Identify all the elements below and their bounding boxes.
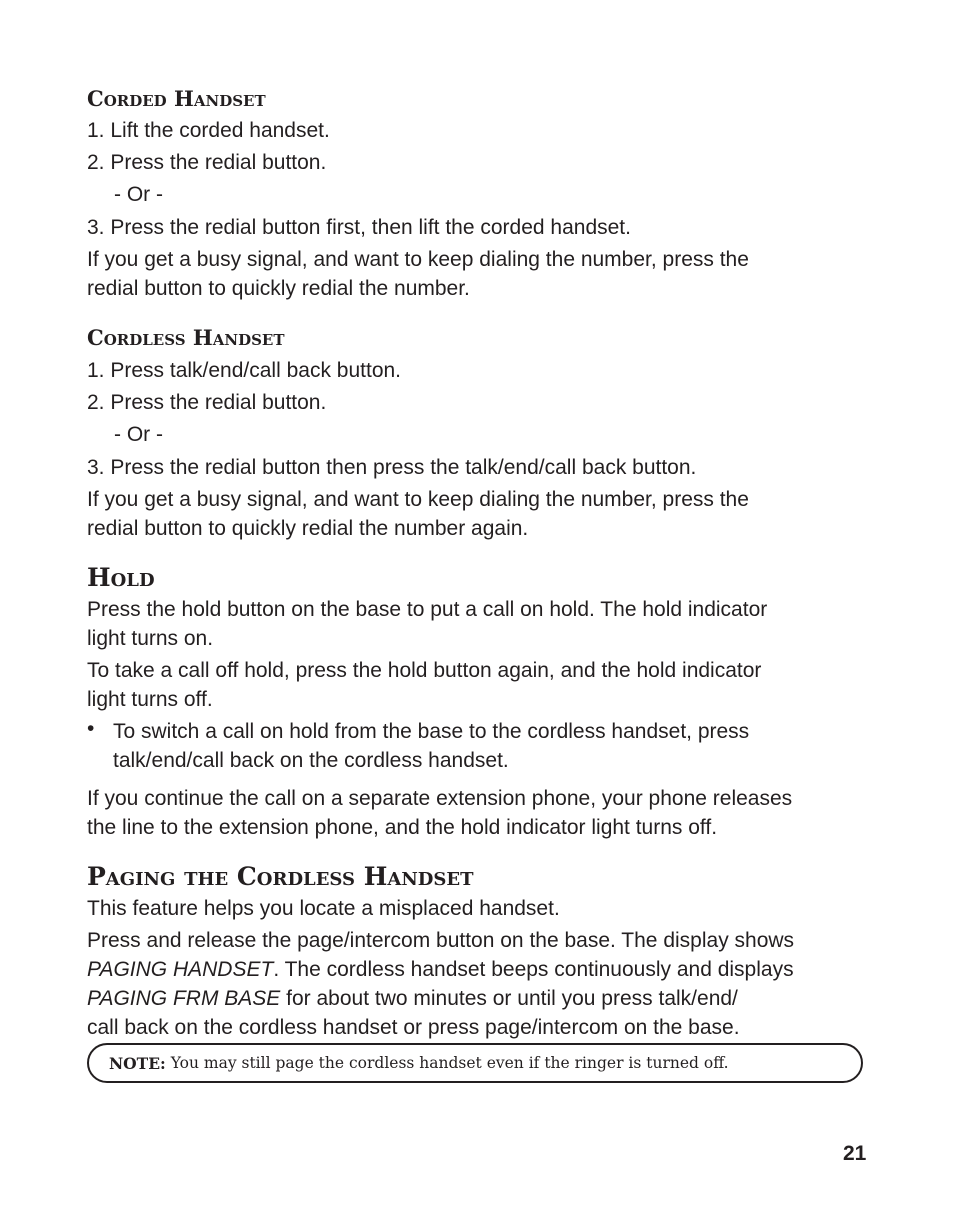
paging-frm-base-display-text: PAGING FRM BASE — [87, 987, 281, 1010]
cordless-step-2: 2. Press the redial button. — [87, 391, 327, 414]
hold-bullet-line-2: talk/end/call back on the cordless handset. — [113, 749, 509, 772]
paging-handset-display-text: PAGING HANDSET — [87, 958, 274, 981]
hold-paragraph-2-line-1: To take a call off hold, press the hold button again, and the hold indicator — [87, 659, 762, 682]
section-heading-paging: Paging the Cordless Handset — [87, 862, 474, 891]
note-box — [87, 1043, 863, 1083]
hold-paragraph-3-line-2: the line to the extension phone, and the hold indicator light turns off. — [87, 816, 718, 839]
hold-paragraph-3-line-1: If you continue the call on a separate extension phone, your phone releases — [87, 787, 793, 810]
note-label: NOTE: — [109, 1053, 166, 1073]
corded-or-separator: - Or - — [114, 183, 163, 206]
paging-paragraph-2-line-2 — [87, 955, 794, 984]
note-text: You may still page the cordless handset even if the ringer is turned off. — [170, 1054, 729, 1072]
corded-paragraph-line-2: redial button to quickly redial the number. — [87, 277, 470, 300]
paging-paragraph-2-line-1: Press and release the page/intercom button on the base. The display shows — [87, 929, 795, 952]
section-heading-cordless-handset: Cordless Handset — [87, 325, 285, 350]
cordless-or-separator: - Or - — [114, 423, 163, 446]
hold-paragraph-2-line-2: light turns off. — [87, 688, 213, 711]
cordless-paragraph-line-1: If you get a busy signal, and want to keep dialing the number, press the — [87, 488, 749, 511]
cordless-paragraph-line-2: redial button to quickly redial the number again. — [87, 517, 529, 540]
hold-paragraph-1-line-2: light turns on. — [87, 627, 214, 650]
hold-paragraph-1-line-1: Press the hold button on the base to put a call on hold. The hold indicator — [87, 598, 768, 621]
section-heading-hold: Hold — [87, 563, 155, 592]
paging-paragraph-1: This feature helps you locate a misplaced handset. — [87, 897, 560, 920]
corded-step-3: 3. Press the redial button first, then lift the corded handset. — [87, 216, 631, 239]
section-heading-corded-handset: Corded Handset — [87, 86, 266, 111]
paging-paragraph-2-line-4: call back on the cordless handset or press page/intercom on the base. — [87, 1016, 740, 1039]
paging-paragraph-2-line-3 — [87, 984, 738, 1013]
bullet-icon: • — [87, 717, 95, 740]
corded-step-1: 1. Lift the corded handset. — [87, 119, 330, 142]
cordless-step-1: 1. Press talk/end/call back button. — [87, 359, 402, 382]
hold-bullet-line-1: To switch a call on hold from the base to the cordless handset, press — [113, 720, 750, 743]
paging-line-3-rest: for about two minutes or until you press talk/end/ — [280, 987, 738, 1010]
paging-line-2-rest: . The cordless handset beeps continuously and displays — [273, 958, 794, 981]
corded-step-2: 2. Press the redial button. — [87, 151, 327, 174]
cordless-step-3: 3. Press the redial button then press the talk/end/call back button. — [87, 456, 697, 479]
corded-paragraph-line-1: If you get a busy signal, and want to keep dialing the number, press the — [87, 248, 749, 271]
page-number: 21 — [843, 1142, 867, 1165]
